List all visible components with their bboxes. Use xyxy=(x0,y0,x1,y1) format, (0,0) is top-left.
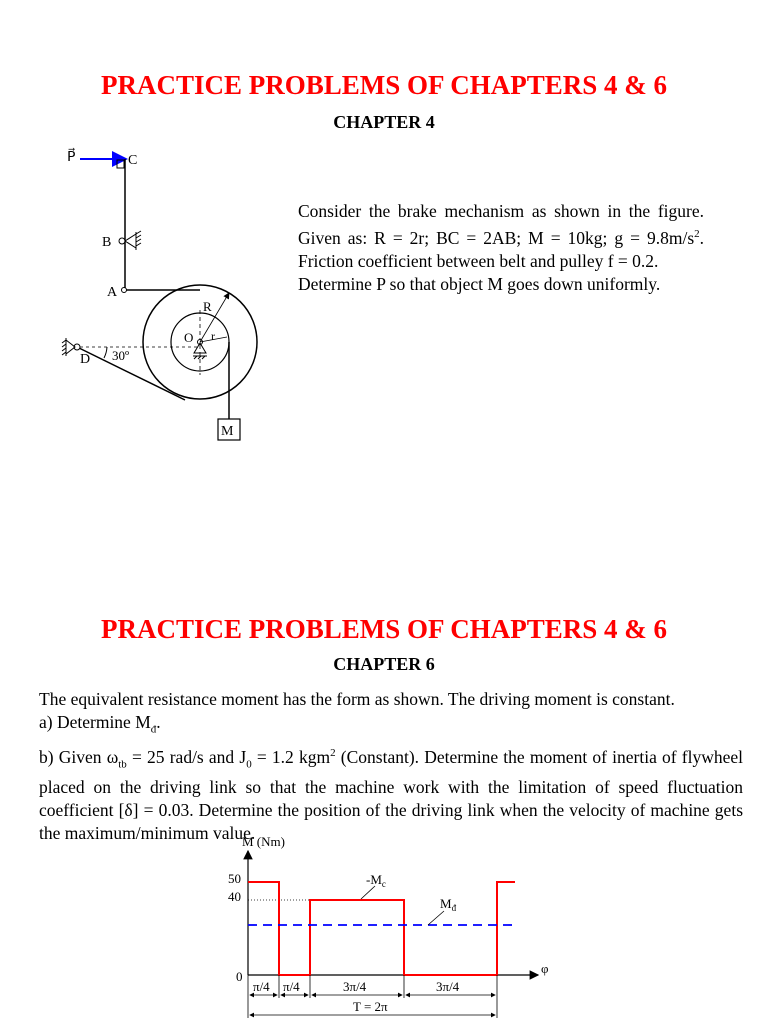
interval-2-label: π/4 xyxy=(283,979,300,994)
right-angle-mark xyxy=(117,160,124,168)
resistance-moment-line xyxy=(248,882,515,975)
pivot-b-support-icon xyxy=(125,231,141,250)
interval-1-label: π/4 xyxy=(253,979,270,994)
angle-label: 30º xyxy=(112,348,130,363)
force-p-label: P⃗ xyxy=(67,150,76,165)
slide1-problem-text xyxy=(298,200,704,296)
slide2-intro: The equivalent resistance moment has the form as shown. The driving moment is constant. xyxy=(39,689,675,709)
pivot-d-support-icon xyxy=(62,338,75,356)
interval-4-label: 3π/4 xyxy=(436,979,460,994)
part-b-sub1: tb xyxy=(118,757,127,770)
part-a-sub: đ xyxy=(150,723,157,736)
slide1-title: PRACTICE PROBLEMS OF CHAPTERS 4 & 6 xyxy=(100,70,668,100)
period-label: T = 2π xyxy=(353,999,388,1014)
mass-label: M xyxy=(221,424,234,439)
angle-arc xyxy=(104,347,107,358)
point-o-label: O xyxy=(184,330,194,345)
radius-small-label: r xyxy=(211,329,215,343)
y-tick-0: 0 xyxy=(236,969,243,984)
problem-gravity: g = 9.8m/s xyxy=(614,227,695,248)
mc-leader xyxy=(361,886,375,899)
part-a-text: a) Determine M xyxy=(39,712,151,732)
y-tick-40: 40 xyxy=(228,889,241,904)
md-label: $M_đ$ xyxy=(440,896,457,913)
part-a-end: . xyxy=(156,712,161,732)
md-leader xyxy=(428,911,444,925)
joint-a-icon xyxy=(122,288,127,293)
mc-label: $-M_c$ xyxy=(366,872,386,889)
interval-3-label: 3π/4 xyxy=(343,979,367,994)
problem-gravity-exp: 2 xyxy=(694,228,700,240)
part-b-sup: 2 xyxy=(330,746,336,759)
part-b-t4: (Constant). Determine the moment of inertia of flywheel placed on the driving link so that the machine work with the limitation of speed fluctuation coefficient [δ] = 0.03. Determine the position of the driving link when the velocity of machine gets the maximum/minimum value. xyxy=(39,746,744,843)
point-d-label: D xyxy=(80,352,91,367)
point-c-label: C xyxy=(128,153,138,168)
x-axis-label: φ xyxy=(541,961,549,976)
point-a-label: A xyxy=(107,285,118,300)
slide2-chapter-heading: CHAPTER 6 xyxy=(333,654,435,674)
part-b-t2: = 25 rad/s and J xyxy=(126,746,247,767)
problem-given: Consider the brake mechanism as shown in the figure. Given as: R = 2r; BC = 2AB; M = 10kg; xyxy=(298,201,704,248)
problem-question: Determine P so that object M goes down uniformly. xyxy=(298,273,661,294)
part-b-sub2: 0 xyxy=(246,757,252,770)
belt-lower xyxy=(77,347,185,400)
part-b-t3: = 1.2 kgm xyxy=(251,746,331,767)
slide2-title: PRACTICE PROBLEMS OF CHAPTERS 4 & 6 xyxy=(100,614,668,644)
moment-graph xyxy=(220,830,560,1024)
slide2-problem-text xyxy=(39,688,743,845)
part-b-t1: b) Given ω xyxy=(39,746,119,767)
slide1-chapter-heading: CHAPTER 4 xyxy=(333,112,435,132)
brake-mechanism-figure xyxy=(55,140,275,450)
y-tick-50: 50 xyxy=(228,871,241,886)
radius-big-label: R xyxy=(203,299,212,314)
y-axis-label: M (Nm) xyxy=(242,834,285,849)
problem-friction: . Friction coefficient between belt and pulley f = 0.2. xyxy=(298,227,705,271)
point-b-label: B xyxy=(102,235,112,250)
